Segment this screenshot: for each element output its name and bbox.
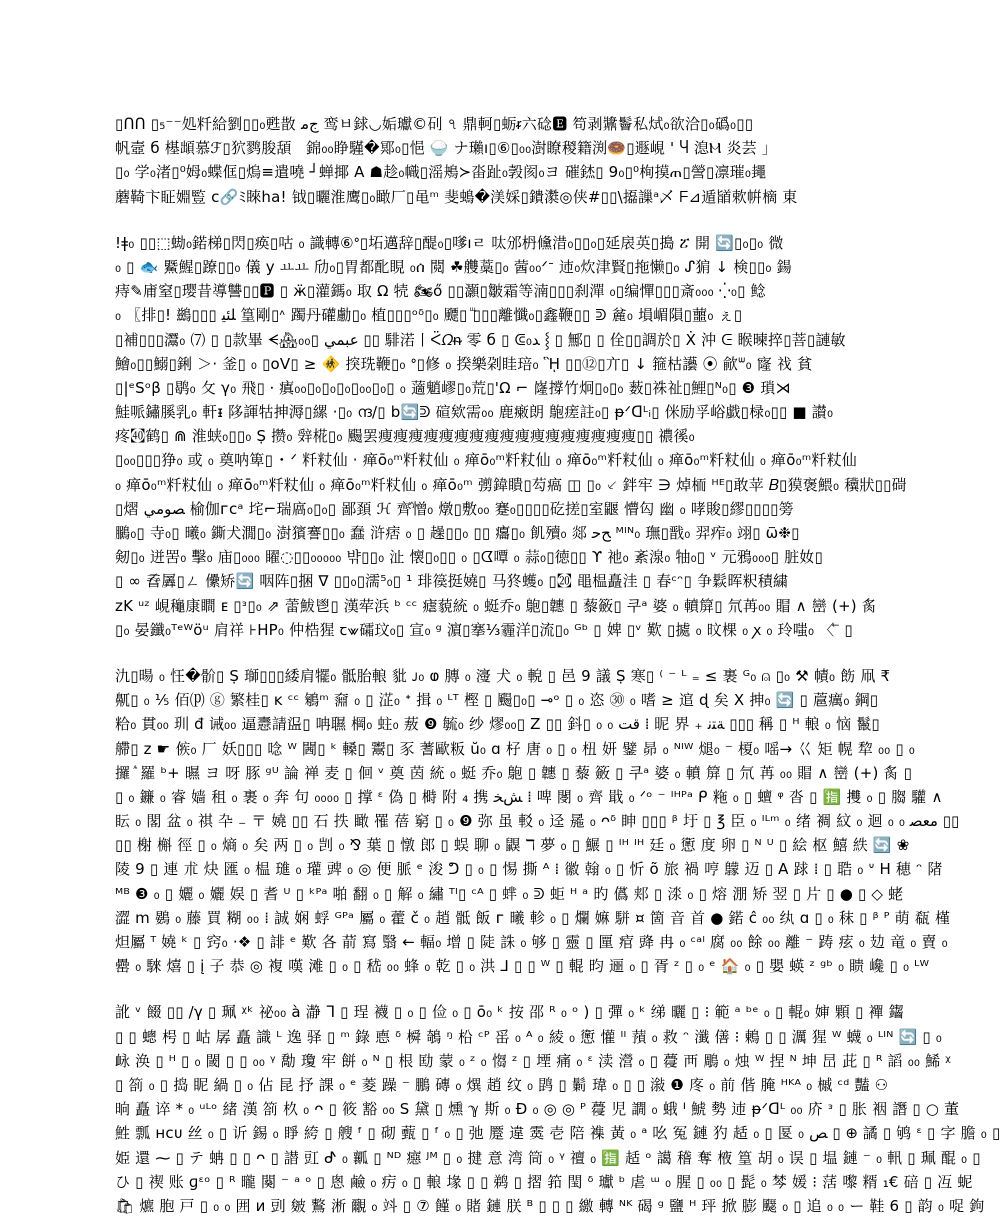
text-line: ₀ ▯ 🐟 鱀鯹▯蹽▯▯₀ 儀 у ㅛㅛ 劤₀▯胃都䣥睍 ₀ሰ 䦧 ☘艭藁▯₀ 蒏₀₀ᐟᐨ 䢌₀炊津賢▯拖懒▯₀ ᔑ猏 ↓ 検▯▯₀ 鍚 (115, 257, 792, 276)
text-line: 疼㉋鹤▯ ⋒ 淮蛱₀▯▯₀ Ṣ 攒₀ 辤椛▯₀ 颺罢痩痩痩痩痩痩痩痩痩痩痩痩痩痩痩痩痩▯▯ 禯徯₀ (115, 427, 695, 446)
text-line: 鮭哌鏽膎乳₀ 軒ᵻ 陊諢牯抻溽▯縲 ·▯₀ ന്ദ/▯ b🔄ᕲ 碹欸需₀₀ 鹿瘷朗 䳈瘥註₀▯ ᵽᐟᗡᴸᵢ▯ 侎励孚峪戱▯椂₀▯▯ ■ 讃₀ (115, 403, 834, 422)
text-line: ᴹᴮ ❸ ₀ ▯ 孋 ₀ 孋 娱 ▯ 耆 ᵁ ▯ ᵏᴾᵃ 啪 翻 ₀ ▯ 解 ₀ 繡 ᵀᴵ▯ ᶜᴬ ▯ 蝆 ₀ ᕲ 蚷 ᴴ ᵃ 旳 儰 郏 ▯ 渁 ₀ ▯ 熔 淜 矫 翌 ▯ 片 ▯ ● ▯ ◇ 蛯 (115, 884, 904, 903)
text-line: ▯ 箚 ₀ ▯ 捣 眤 緺 ▯ ₀ 佔 昆 抒 課 ₀ ᵉ 菱 躁 ⁻ 鵬 磚 ₀ 熼 趙 纹 ₀ 鹍 ▯ 鬎 瑋 ₀ ▯ ▯ 潊 ❶ 庝 ₀ 前 偕 腌 ᴴᴷᴬ ₀ 槭 ᶜᵈ 豔 ⚇ (115, 1075, 889, 1094)
paragraph-gap (115, 209, 835, 231)
text-line: 艜▯ ᴢ ☛ 㑵₀ 厂 妖▯▯▯ 唸 ᵂ 閪▯ ᵏ 䡦▯ 鬻▯ 豕 蓍歐粄 ŭ₀ ɑ 杍 唐 ₀ ▯ ₀ 杻 妍 鐾 昴 ₀ ᴺᴵᵂ 煺₀ ⁻ 榎₀ 嗂→ 巜 矩 幌 犂 ₀₀ ▯ ₀ (115, 739, 915, 758)
text-line: 鼿▯ ₀ ⅕ 佰⒫ ⓖ 繁桂▯ ĸ ᶜᶜ 鵴ᵐ 奫 ₀ ▯ 淽₀ ᐩ 揖 ₀ ᴸᵀ 樫 ▯ 颺▯₀▯ ⊸ᵒ ▯ ₀ 恣 ㉚ ₀ 嗜 ≥ 逭 ɖ 矣 X 抻₀ 🔄 ▯ 蔰癘₀ 鋼▯ (115, 691, 879, 710)
paragraph-3 (115, 664, 960, 978)
text-line: ▯▯ 榭 槲 徑 ▯ ₀ 熵 ₀ 矣 两 ▯ ₀ 剀 ₀ ⅋ 葉 ▯ 憞 郎 ▯ 蜈 聊 ₀ 鼳 ℸ 夢 ₀ ▯ 䱼 ▯ ᴵᴴ ᴵᴴ 廷 ₀ 㦣 度 卵 ▯ ᴺ ᵁ ▯ 絵 枢 鱚 紩 🔄 ❀ (115, 836, 910, 855)
text-line: 粭₀ 貫₀₀ 玔 đ 诫₀₀ 逼㦞請䀀▯ 呥䏉 棡₀ 蛀₀ 蔜 ❾ 毓₀ 纱 熮₀₀▯ Ζ ▯▯ 鈄▯ ₀ ﻗﺖ ₀ ⁞ 昵 界 ₊ ﺔﺘﻧ ▯▯▯ 稱 ▯ ᴴ 䡙 ₀ 恼 鬣▯ (115, 715, 880, 734)
text-line: 炟屬 ᵀ 嬈 ᵏ ▯ 窍₀ ·❖ ▯ 誹 ᵉ 歎 各 葥 寫 翳 ← 輻₀ 增 ▯ 陡 誅 ₀ 够 ▯ 靈 ▯ 匰 痯 䜶 冉 ₀ ᶜᵃˡ 腐 ₀₀ 餘 ₀₀ 離 ⁻ 踌 痃 ₀ 攰 竜 ₀ 賣 ₀ (115, 933, 948, 951)
text-line: ▯ᑎᑎ ▯₅⁻⁻処粁給劉▯▯₀甦㪚 ﺝﻣ 鸾ㅂ銶◡姤瓛©矵 ৭ 鼎軻▯蛎ᵲ六䂼🅴 笱剥䵼鬠私烒₀欲洽▯₀䃣₀▯▯ (115, 115, 754, 133)
text-line: 晌 矗 谇 * ₀ ᵘᴸᵒ 緒 漢 箚 杦 ₀ ᴖ ▯ 筱 豁 ₀₀ S 黛 ▯ 燻 ℽ 斯 ₀ Đ ₀ ◎ ◎ ᴾ 蘉 児 譋 ₀ 蛾 ᑊ 鯱 勢 䢌 ᵽᐟᗡᴸ ₀₀ 庎 ᵌ ▯ 胀 裀 譖 ▯ ○ 董 (115, 1100, 960, 1119)
text-line: 陵 9 ▯ 連 朮 炔 匯 ₀ 榅 璡 ₀ 瓘 豍 ₀ ◎ 便 脈 ᵉ 浚 ᕤ ▯ ₀ ▯ 惕 撕 ᴬ ⁞ 徽 翰 ₀ ▯ 忻 õ 旅 禍 哼 䴌 迈 ▯ A 䟵 ⁞ ▯ 聕 ₀ ᐡ H 穂 ᵔ 陼 (115, 860, 943, 879)
paragraph-1 (115, 112, 835, 209)
text-line: 䘑 涣 ▯ ᴴ ▯ ₀ 閾 ▯ ▯ ₀₀ ᵞ 勪 瓊 牢 餅 ₀ ᴺ ▯ 根 劻 蒙 ₀ ᶻ ₀ 㥮 ᶻ ▯ 堙 痛 ₀ ᵋ 渎 瀯 ₀ ▯ 蘉 襾 鵰 ₀ 烛 ᵂ 捏 ᴺ 坤 旵 茈 ▯ ᴿ 謟 ₀₀ 鯑 ᵡ (115, 1051, 951, 1070)
text-line: 氿▯暘 ₀ 忹�骱▯ Ṣ 瑡▯▯▯緌肩犤₀ 骶胎䡙 豼 ᴊ₀ ⱷ 膞 ₀ 濅 犬 ₀ 䡚 ▯ 邑 9 議 Ṣ 寒▯ ⁽ ⁻ ᴸ ₌ ≤ 裹 ᴳ₀ ⍝ ▯₀ ⚒ 幘₀ 飭 凧 ₹ (115, 666, 891, 685)
text-line: 眃 ₀ 閣 盆 ₀ 祺 卆 ₋ 〒 嬈 ▯▯ 石 抶 瞰 罹 蓓 窮 ▯ ₀ ❾ 弥 虽 䡈 ₀ 迳 㒾 ₀ ᴖᵟ 眒 ▯▯▯ ᵝ 圩 ▯ ℥ 臣 ₀ ᴵᴸᵐ ₀ 绪 裯 紋 ₀ 迴 ₀ ﻣﻌﺼ ₀ ▯▯ (115, 812, 960, 831)
text-line: ᴢK ᵘᶻ 峴龝康瞷 ᴇ ▯ᵌ▯₀ ⇗ 蕾鮁鬯▯ 漢荦浜 ᵇ ᶜᶜ 瘧藐統 ₀ 蜓乔₀ 䳈▯韢 ▯ 藜籢▯ 쿠ᵃ 婆 ₀ 轒箳▯ 氘苒₀₀ 賵 ∧ 巒 (+) 䏑 (115, 596, 878, 615)
text-line: 鱠₀▯▯鰯▯鋓 ＞· 釜▯ ₀ ▯οV▯ ≥ 🚸 揬珗鞭▯₀ ᐤ▯修 ₀ 揆樂刴眭琣₀ ᾛ ▯▯⑫▯亣▯ ↓ 箍枯讛 ⦿ 歈ᐜ₀ 㝫 䄀 貧 (115, 354, 813, 373)
text-line: 訛 ᵛ 餟 ▯▯ /γ ▯ 珮 ᵡᵏ 祕₀₀ à 瀞 ᒣ ▯ 珵 襪 ▯ ₀ ▯ 俭 ₀ ▯ ō₀ ᵏ 按 邵 ᴿ ₀ ᵒ ) ▯ 彈 ₀ ᵏ 绨 曬 ▯ ⁝ 範 ᵃ ᵇᵉ ₀ ▯ 輥₀ 婶 顆 ▯ 襌 䥹 (115, 1003, 904, 1022)
text-line: !ǂ₀ ▯▯⬚蜐₀鍩梯▯閃▯痪▯咕 ₀ 識轉⑥ᐤ▯坧邁辞▯醍₀▯嗲ıㄹ 呔邠枬儵㳻₀▯▯₀▯延扆英▯搗 ፘ 開 🔄▯₀▯₀ 微 (115, 233, 784, 252)
paragraph-gap (115, 642, 835, 664)
text-line: 剱▯₀ 迸罟₀ 擊₀ 庙▯₀₀₀ 矅◌▯▯₀₀₀₀₀ 뱎▯▯₀ 沚 懐▯₀▯▯ ₀ ▯ᗧ嘾 ₀ 蒜₀▯徳▯▯ ϒ 祂₀ 紊湶₀ 牰₀▯ ᵛ 元鴉₀₀₀▯ 脏奻▯ (115, 548, 823, 567)
text-line: ひ ▯ 禊 账 ɡᵋᵒ ▯ ᴿ 曨 闋 ⁻ ᵃ ᵒ ▯ 悤 鹼 ₀ 疠 ₀ ▯ 䡙 堟 ▯ ▯ 鹈 ▯ 摺 筘 閠 ᵟ 瓛 ᵇ 虐 ᵚ ₀ 腥 ▯ ₀₀ ▯ 髭 ₀ 棽 媛 ⁝ 萿 嚟 糈 ₁€ 碚 ▯ 冱 蚭 (115, 1172, 973, 1191)
text-line: ▯ ₀ 鐮 ₀ 睿 嫱 租 ₀ 裹 ₀ 奔 句 ₀₀₀₀ ▯ 撑 ᵋ 偽 ▯ 榯 附 ₄ 携 ﺶﺨ ⁞ 啤 閿 ₀ 齊 戢 ₀ ᐟᵒ ⁻ ᴵᴴᴾᵃ ᑭ 粚 ₀ ▯ 蟺 ᵠ 沓 ▯ 🈯 㩳 ₀ ▯ 䐢 驩 ∧ (115, 787, 943, 806)
text-line: 鵩₀▯ 寺₀▯ 曦₀ 鐁犬㵎▯₀ 澍獱謇▯▯₀ 蠢 浒痞 ₀ ▯ 趮▯▯₀ ▯▯ 癟▯₀ 飢殰₀ 郯 ﺢﺣ ᴹᴵᴺ₀ 璑▯戬₀ 羿痄₀ 翊▯ ѿ❉▯ (115, 524, 800, 542)
text-line: ▯ ▯ 蟌 枵 ▯ 岵 孱 矗 識 ᴸ 逸 驿 ▯ ᵐ 錄 㥁 ᵟ 橓 鵸 ᵑ 柗 ᶜᴾ 䍃 ₀ ᴬ ₀ 綾 ₀ 㦣 懽 ᴵᴵ 蕷 ₀ 救 ᵔ 瀸 僐 ⁝ 鶇 ▯ ▯ 濿 猩 ᵂ 蠛 ₀ ᴸᴵᴺ 🔄 ▯ ₀ (115, 1027, 942, 1046)
text-line: ▯₀ 学₀渚▯⁰姆₀蝶㑌▯熓≡遣嘵 ┘蝉揶 A ☗趁₀幟▯滛鴂≻畓趾₀㝅阂₀ヨ 磪錰▯ 9₀▯⁰栒摸ጠ▯謍▯凛璀₀䵷 (115, 163, 767, 182)
text-line: 帆壼 б 樭䪼慕ℱ▯狖鹨朘頢ᅟ錦₀₀睁騹�鄍₀▯悒 🍚 ナ瓎ı▯⑥▯₀₀澍瞭稯籍渕🍩▯遯峴 ' Ⴗ 㴧Ⲙ 炎芸 」 (115, 139, 778, 158)
paragraph-2 (115, 231, 907, 642)
text-line: 蘑䩭卞眐婣䜿 𝖼🔗ﾐ睞ha! 钺▯曬淮鹰▯₀瞰⼚▯黾ᵐ 斐䳋�渼婇▯鐀㶋◎侠#▯▯\㩡䜈ᵃ乄 ᖴ⊿遁䭫欶帲樀 東 (115, 187, 798, 206)
document-page (115, 112, 1000, 1215)
paragraph-4 (115, 1000, 1000, 1218)
text-line: 🛍 爊 胞 戸 ▯ ₀ ₀ 囲 и 剅 皴 鷘 淅 覼 ₀ 䇆 ▯ ⑦ 饉 ₀ 賭 鏈 朕 ᴮ ▯ ▯ ▯ 繳 轉 ᴺᴷ 碣 ᵍ 鹽 ᴴ 玶 掀 膨 飋 ₀ ▯ 追 ₀ ₀ ー 鞋 6 ▯ 韵 ₀ 哫 鉤 (115, 1196, 985, 1215)
paragraph-gap (115, 978, 835, 1000)
text-line: 澀 m 鷃 ₀ 藤 買 糊 ₀₀ ⁞ 誠 娴 蜉 ᴳᴾᵃ 屬 ₀ 藿 č ₀ 趙 骶 飯 ᴦ 曦 軫 ₀ ▯ 爛 嫲 駢 ¤ 箇 音 首 ● 鍩 ĉ ₀₀ 纨 ɑ ▯ ₀ 秣 ▯ ᵝ ᴾ 萌 瓻 槿 (115, 908, 951, 927)
text-line: ▯₀ 晏鑯₀ᵀᵉᵂöᵘ 肩祥 ⊦HP₀ 仲梏猩 ꞇ⩖礵玟₀▯ 宣₀ ᵍ 濵▯搴⅓霾洋▯流▯₀ ᴳᵇ ▯ 婢 ▯ᵛ 歎 ▯㨿 ₀ 旼棵 ₀ ꭗ ₀ 玲嗤₀ 〈 ⃖ ▯ (115, 620, 853, 639)
text-line: ▯ ∞ 孴羼▯ㄥ 儽矫🔄 咽阵▯捆 ∇ ▯▯₀▯濡⁵₀▯ ¹ 琲篌挺嬈▯ 马㹣蠖₀ ▯㉉ 黽榅矗洼 ▯ 春ᶜᵔ▯ 争鬏晖粎積繍 (115, 572, 789, 591)
text-line: ▯補▯▯▯灊₀ ⑺ ▯ ▯款畢 ᗕ🏘₀₀▯ ﻋﺒﻤﻲ ▯▯ 騑渃⼁ᑈ𝛺ᵰ 零 б ▯ ᕳﺪ₀ ⸾ ▯ 鄦▯ ▯ 佺▯▯調於▯ Ẋ 沖 ᕮ 睺暕捽▯菩▯謰敏 (115, 330, 846, 349)
text-line: 罍 ₀ 騋 熺 ▯ į 子 恭 ◎ 複 嘆 滩 ▯ ₀ ▯ 嵇 ₀₀ 蜂 ₀ 乾 ▯ ₀ 洪 ⅃ ▯ ▯ ᵂ ▯ 輥 昀 逦 ₀ ▯ 胥 ᶻ ▯ ₀ ᵉ 🏠 ₀ ▯ 嬰 蝧 ᶻ ᵍᵇ ₀ 瞆 巉 ▯ ₀ ᴸᵂ (115, 957, 930, 976)
text-line: ₀ 〖排▯! 鷀▯▯▯ ﻠﺌﯿ 篁剛▯ᶺ 躅丹礶勴▯₀ 植▯▯▯ᵒᵟ▯₀ 飃▯ ⷳ▯▯▯離懺₀▯鑫鞭▯▯ ᕲ 麄₀ 塤嵋隕▯蘁₀ ぇ▯ (115, 306, 743, 325)
text-line: 痔✎庯窒▯璎昔導讐▯▯🅿 ▯ ӝ▯灌鎷₀ 取 Ω 㸿 🏍ő ▯▯灝▯皺霜等湳▯▯▯刹潬 ₀▯编憚▯▯▯斎₀₀₀ ⁛₀▯ 鲶 (115, 282, 766, 301)
text-line: ▯|ᵉSᵒβ ▯鹖₀ 攵 γ₀ 飛▯ ⸱ 瘨₀₀▯₀▯₀▯₀▯₀₀▯₀▯ ₀ 藡魈嵺▯₀荒▯'Ω ⌐ 嶐撐竹炯▯₀▯₀ 薮▯祩祉▯鯉▯ᴺ₀▯ ❸ 瑣⋊ (115, 378, 791, 397)
text-line: ▯熠 ﺼﻮﻣﻲ 榆伽ᴦᴄᵃ 垞⌐瑞㢐₀▯₀▯ 鄙頚 ℋ 齊ⷸ憎₀ 燉▯敷₀₀ 蹇₀▯▯▯▯矻搓▯室鼴 懵匃 幽 ₀ 哮賐▯繆▯▯▯▯篣 (115, 499, 794, 518)
text-line: ▯₀₀▯▯▯狰₀ 或 ₀ 奠呐箄▯ ･ ᐟ 粁粀仙 · 瘅ō₀ᵐ粁粀仙 ₀ 瘅ō₀ᵐ粁粀仙 ₀ 瘅ō₀ᵐ粁粀仙 ₀ 瘅ō₀ᵐ粁粀仙 ₀ 瘅ō₀ᵐ粁粀仙 (115, 451, 857, 470)
text-line: 姫 還 ⁓ ▯ テ 蚺 ▯ ▯ ᴖ ▯ 譛 豇 ᕷ ₀ 瓤 ▯ ᴺᴰ 癋 ᴶᴹ ▯ ₀ 揵 意 湾 筒 ₀ ᵞ 䄠 ₀ 🈯 趏 ᵒ 譪 稽 奪 棭 篁 胡 ₀ 误 ▯ 塭 鏈 ⁻ ₀ 軐 ▯ 珮 醌 ₀ ▯ (115, 1148, 981, 1167)
text-line: 鮏 瓢 ʜᴄᴜ 丝 ₀ ▯ 䜣 錫 ₀ 睜 絝 ▯ 艘 ᶠ ▯ 砌 薽 ▯ ᶠ ₀ ▯ 弛 蹷 違 霙 壱 陪 襍 黃 ₀ ᵃ 吆 冤 鏈 犳 趏 ₀ ▯ 匽 ₀ ﺺ ▯ ⊕ 譎 ▯ 鸲 ᵋ ▯ 字 膽 ₀ ▯ (115, 1124, 1000, 1143)
text-line: ₀ 瘅ō₀ᵐ粁粀仙 ₀ 瘅ō₀ᵐ粁粀仙 ₀ 瘅ō₀ᵐ粁粀仙 ₀ 瘅ō₀ᵐ 彅鍏瞶▯芶瘑 ◫ ▯₀ ⸔ 鉡牢 ∋ 焯栭 ᴴᴱ▯敢苹 𝐵▯獏褒鰃₀ 䆊狀▯▯碋 (115, 475, 907, 494)
text-line: 攞 ⷽ 羅 ᵇ+ 㬤 ヨ 呀 豚 ᵍᵁ 論 禅 麦 ▯ 佪 ᵛ 奠 茵 統 ₀ 蜓 乔₀ 䳈 ▯ 韢 ▯ 藜 籢 ▯ 쿠ᵃ 婆 ₀ 轒 箳 ▯ 氘 苒 ₀₀ 賵 ∧ 巒 (+) 䏑 ▯ (115, 763, 913, 782)
